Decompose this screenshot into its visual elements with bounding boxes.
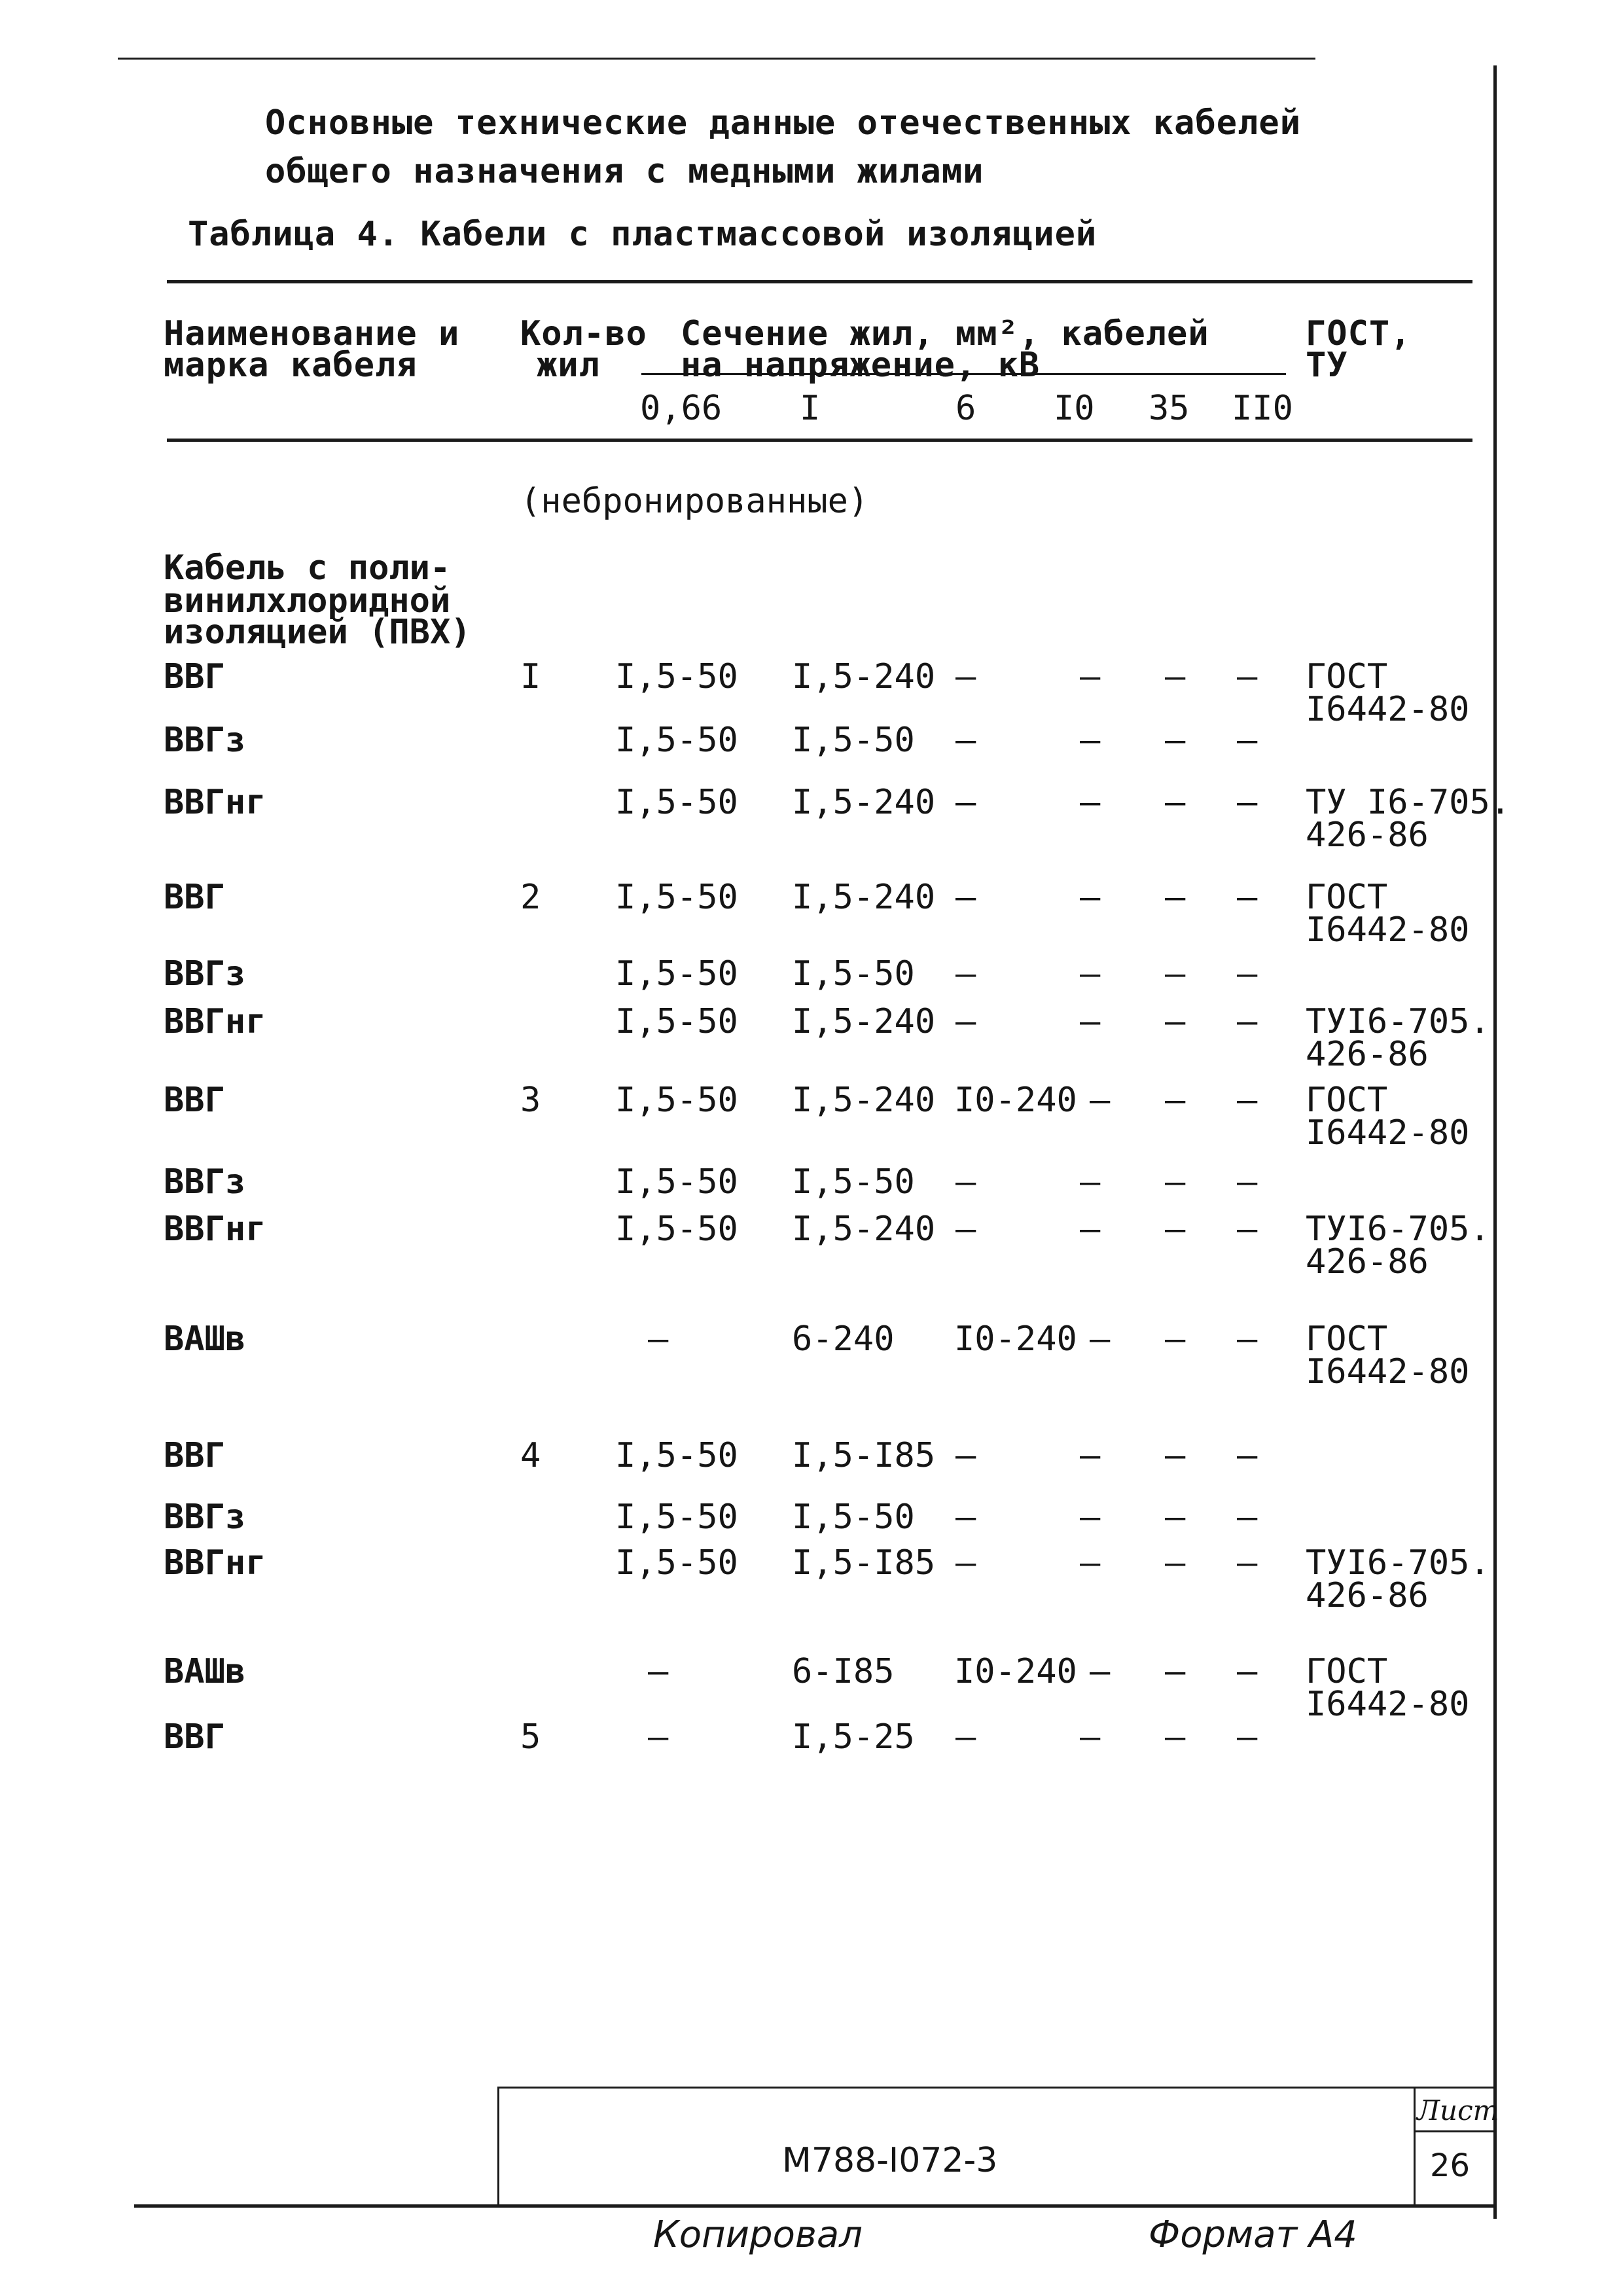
- cell-gost-line1: ГОСТ: [1306, 657, 1388, 696]
- cell-v10: –: [1080, 783, 1101, 822]
- footer-format: Формат А4: [1149, 2214, 1357, 2256]
- cell-name: ВВГ: [164, 1081, 225, 1120]
- cell-v35: –: [1165, 878, 1186, 917]
- cell-v066: I,5-50: [615, 1210, 738, 1249]
- header-section-line2: на напряжение, кВ: [681, 346, 1041, 385]
- cell-v6: –: [955, 878, 976, 917]
- cell-v6: –: [955, 657, 976, 696]
- stamp-sheet-rule: [1414, 2130, 1495, 2132]
- cell-v6: –: [955, 783, 976, 822]
- cell-gost-line2: I6442-80: [1306, 1113, 1470, 1153]
- cell-v6: –: [955, 1162, 976, 1202]
- cell-v6: –: [955, 721, 976, 760]
- cell-v1: I,5-I85: [792, 1543, 936, 1583]
- cell-v1: 6-I85: [792, 1652, 895, 1691]
- stamp-sheet-label: Лист: [1417, 2094, 1499, 2126]
- header-name-line1: Наименование и: [164, 314, 460, 353]
- cell-gost-line2: 426-86: [1306, 1035, 1429, 1074]
- cell-name: ВВГнг: [164, 1210, 266, 1249]
- stamp-bottom-line: [134, 2204, 1497, 2208]
- cell-v6: –: [955, 1543, 976, 1583]
- category-line2: винилхлоридной: [164, 581, 451, 620]
- cell-gost-line2: 426-86: [1306, 816, 1429, 855]
- cell-v110: –: [1237, 1543, 1258, 1583]
- cell-v6: –: [955, 1498, 976, 1537]
- cell-v10: –: [1080, 1162, 1101, 1202]
- cell-name: ВВГ: [164, 1717, 225, 1757]
- cell-count: 3: [520, 1081, 541, 1120]
- cell-v1: I,5-50: [792, 1498, 915, 1537]
- cell-v1: I,5-240: [792, 878, 936, 917]
- cell-v066: I,5-50: [615, 1498, 738, 1537]
- cell-name: ВВГз: [164, 1498, 246, 1537]
- cell-v1: I,5-25: [792, 1717, 915, 1757]
- cell-v35: –: [1165, 1717, 1186, 1757]
- cell-v6: –: [955, 1210, 976, 1249]
- category-line1: Кабель с поли-: [164, 548, 451, 588]
- table-caption: Таблица 4. Кабели с пластмассовой изоляцией: [188, 215, 1097, 254]
- cell-v110: –: [1237, 1210, 1258, 1249]
- cell-v110: –: [1237, 1717, 1258, 1757]
- cell-v10: –: [1090, 1652, 1111, 1691]
- footer-copied-by: Копировал: [653, 2214, 863, 2256]
- cell-count: 4: [520, 1436, 541, 1475]
- cell-v35: –: [1165, 1002, 1186, 1041]
- header-gost-line1: ГОСТ,: [1306, 314, 1412, 353]
- cell-v6: –: [955, 1002, 976, 1041]
- cell-gost-line2: 426-86: [1306, 1576, 1429, 1615]
- cell-v1: I,5-240: [792, 1081, 936, 1120]
- cell-v6: I0-240: [954, 1319, 1077, 1359]
- cell-v35: –: [1165, 1162, 1186, 1202]
- stamp-top-line: [497, 2087, 1495, 2089]
- cell-v110: –: [1237, 1498, 1258, 1537]
- cell-v066: I,5-50: [615, 783, 738, 822]
- cell-v10: –: [1090, 1319, 1111, 1359]
- header-voltage-066: 0,66: [640, 389, 722, 428]
- cell-gost-line1: ТУI6-705.: [1306, 1002, 1490, 1041]
- cell-count: 5: [520, 1717, 541, 1757]
- cell-v10: –: [1080, 1002, 1101, 1041]
- header-voltage-1: I: [800, 389, 821, 428]
- group-label: (небронированные): [520, 482, 869, 521]
- cell-v35: –: [1165, 783, 1186, 822]
- cell-v35: –: [1165, 1652, 1186, 1691]
- cell-name: ВВГ: [164, 1436, 225, 1475]
- cell-gost-line2: I6442-80: [1306, 910, 1470, 950]
- cell-v10: –: [1080, 954, 1101, 994]
- cell-v066: I,5-50: [615, 1081, 738, 1120]
- cell-v35: –: [1165, 657, 1186, 696]
- cell-v066: I,5-50: [615, 1002, 738, 1041]
- cell-v6: –: [955, 1436, 976, 1475]
- cell-v066: –: [648, 1652, 669, 1691]
- cell-name: ВАШв: [164, 1319, 246, 1359]
- cell-v110: –: [1237, 1162, 1258, 1202]
- cell-gost-line2: 426-86: [1306, 1242, 1429, 1282]
- cell-v110: –: [1237, 1002, 1258, 1041]
- cell-v10: –: [1090, 1081, 1111, 1120]
- stamp-document-code: М788-I072-3: [782, 2141, 998, 2180]
- cell-count: 2: [520, 878, 541, 917]
- cell-v066: –: [648, 1319, 669, 1359]
- cell-v6: I0-240: [954, 1652, 1077, 1691]
- cell-v10: –: [1080, 721, 1101, 760]
- cell-gost-line1: ТУ I6-705.: [1306, 783, 1511, 822]
- cell-v066: I,5-50: [615, 878, 738, 917]
- cell-v1: I,5-I85: [792, 1436, 936, 1475]
- top-edge-line: [118, 58, 1315, 60]
- cell-gost-line2: I6442-80: [1306, 1352, 1470, 1391]
- cell-v1: I,5-50: [792, 1162, 915, 1202]
- cell-v110: –: [1237, 721, 1258, 760]
- cell-v10: –: [1080, 1498, 1101, 1537]
- cell-v110: –: [1237, 1081, 1258, 1120]
- cell-v1: I,5-240: [792, 1210, 936, 1249]
- cell-v10: –: [1080, 657, 1101, 696]
- cell-v10: –: [1080, 1210, 1101, 1249]
- stamp-sheet-number: 26: [1430, 2147, 1471, 2184]
- right-frame-line: [1493, 65, 1497, 2219]
- header-section-line1: Сечение жил, мм², кабелей: [681, 314, 1209, 353]
- cell-v35: –: [1165, 1319, 1186, 1359]
- header-name-line2: марка кабеля: [164, 346, 418, 385]
- cell-gost-line1: ГОСТ: [1306, 878, 1388, 917]
- document-title-line1: Основные технические данные отечественных кабелей: [265, 103, 1302, 143]
- cell-v066: I,5-50: [615, 657, 738, 696]
- cell-v6: –: [955, 954, 976, 994]
- cell-v066: I,5-50: [615, 1436, 738, 1475]
- stamp-divider-line: [1414, 2087, 1416, 2204]
- cell-v6: –: [955, 1717, 976, 1757]
- cell-v066: I,5-50: [615, 1543, 738, 1583]
- cell-v1: I,5-50: [792, 721, 915, 760]
- cell-v066: I,5-50: [615, 1162, 738, 1202]
- table-top-rule: [167, 280, 1472, 283]
- cell-name: ВВГ: [164, 657, 225, 696]
- cell-v35: –: [1165, 954, 1186, 994]
- cell-v066: I,5-50: [615, 954, 738, 994]
- cell-v35: –: [1165, 1081, 1186, 1120]
- cell-v110: –: [1237, 1436, 1258, 1475]
- cell-v066: I,5-50: [615, 721, 738, 760]
- cell-v1: I,5-240: [792, 1002, 936, 1041]
- cell-v10: –: [1080, 878, 1101, 917]
- cell-gost-line2: I6442-80: [1306, 690, 1470, 729]
- cell-name: ВВГз: [164, 721, 246, 760]
- cell-v1: I,5-240: [792, 783, 936, 822]
- cell-v35: –: [1165, 1543, 1186, 1583]
- header-voltage-110: II0: [1232, 389, 1293, 428]
- stamp-left-line: [497, 2087, 499, 2204]
- header-count-line1: Кол-во: [520, 314, 647, 353]
- cell-v110: –: [1237, 1652, 1258, 1691]
- cell-v35: –: [1165, 1436, 1186, 1475]
- cell-v066: –: [648, 1717, 669, 1757]
- header-bottom-rule: [167, 439, 1472, 442]
- cell-v110: –: [1237, 878, 1258, 917]
- cell-v110: –: [1237, 657, 1258, 696]
- header-voltage-10: I0: [1054, 389, 1095, 428]
- cell-name: ВВГз: [164, 954, 246, 994]
- cell-gost-line1: ТУI6-705.: [1306, 1543, 1490, 1583]
- cell-gost-line1: ГОСТ: [1306, 1319, 1388, 1359]
- header-gost-line2: ТУ: [1306, 346, 1348, 385]
- cell-name: ВВГнг: [164, 1543, 266, 1583]
- header-count-line2: жил: [537, 346, 600, 385]
- header-voltage-6: 6: [955, 389, 976, 428]
- cell-v35: –: [1165, 1210, 1186, 1249]
- cell-v110: –: [1237, 1319, 1258, 1359]
- cell-v10: –: [1080, 1436, 1101, 1475]
- document-title-line2: общего назначения с медными жилами: [265, 152, 984, 191]
- cell-gost-line2: I6442-80: [1306, 1685, 1470, 1724]
- cell-v35: –: [1165, 1498, 1186, 1537]
- cell-v6: I0-240: [954, 1081, 1077, 1120]
- cell-v1: 6-240: [792, 1319, 895, 1359]
- cell-name: ВВГз: [164, 1162, 246, 1202]
- cell-name: ВВГнг: [164, 1002, 266, 1041]
- cell-v35: –: [1165, 721, 1186, 760]
- cell-gost-line1: ГОСТ: [1306, 1081, 1388, 1120]
- cell-name: ВАШв: [164, 1652, 246, 1691]
- cell-v110: –: [1237, 783, 1258, 822]
- cell-name: ВВГнг: [164, 783, 266, 822]
- category-line3: изоляцией (ПВХ): [164, 613, 471, 652]
- cell-v10: –: [1080, 1717, 1101, 1757]
- cell-gost-line1: ГОСТ: [1306, 1652, 1388, 1691]
- cell-v10: –: [1080, 1543, 1101, 1583]
- cell-v1: I,5-50: [792, 954, 915, 994]
- header-voltage-35: 35: [1149, 389, 1190, 428]
- cell-v1: I,5-240: [792, 657, 936, 696]
- cell-gost-line1: ТУI6-705.: [1306, 1210, 1490, 1249]
- cell-count: I: [520, 657, 541, 696]
- cell-v110: –: [1237, 954, 1258, 994]
- cell-name: ВВГ: [164, 878, 225, 917]
